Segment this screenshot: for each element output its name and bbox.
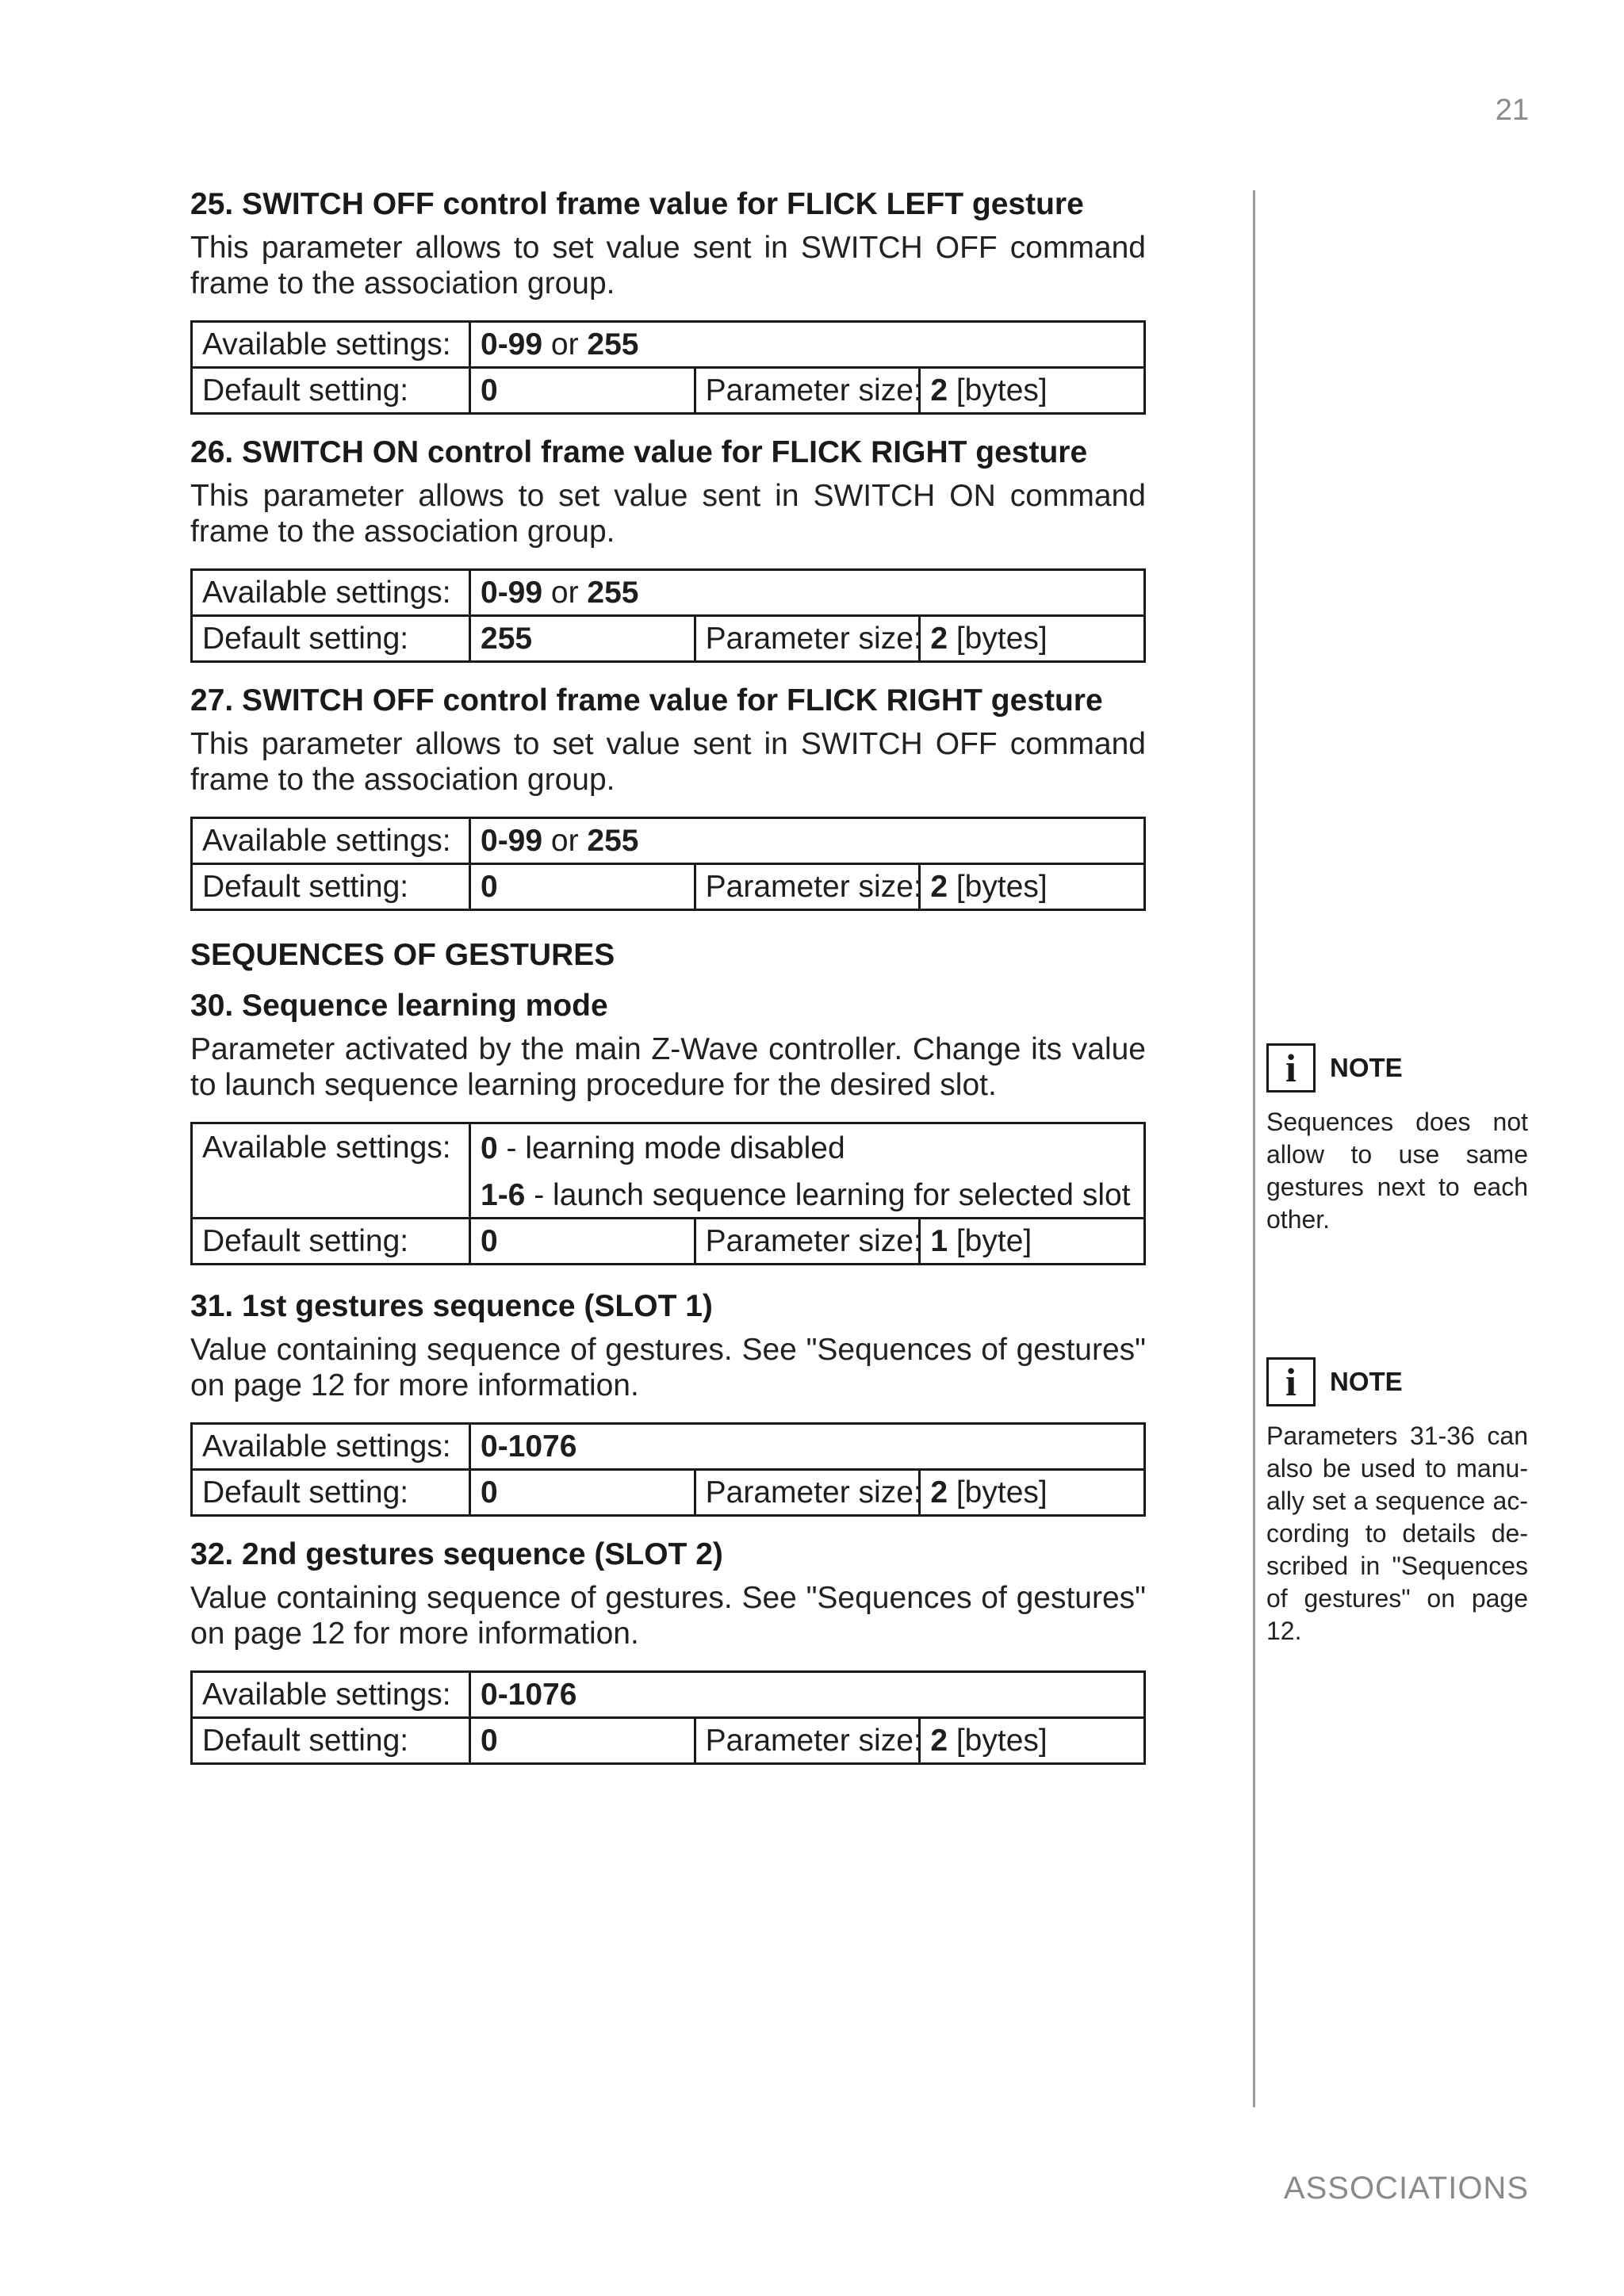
parameter-size-unit: [bytes]: [948, 869, 1048, 904]
parameter-title: 25. SWITCH OFF control frame value for FLICK LEFT gesture: [190, 187, 1084, 221]
parameter-size-value: [920, 1219, 1145, 1265]
note-box-parameters: [1266, 1355, 1528, 1647]
range-min-max: 0-99: [481, 823, 543, 858]
available-settings-label: Available settings:: [192, 1672, 470, 1718]
settings-table: [190, 320, 1146, 415]
default-setting-label: Default setting:: [192, 616, 470, 662]
parameter-size-unit: [bytes]: [948, 621, 1048, 656]
note-header: [1266, 1355, 1528, 1409]
settings-table: [190, 1422, 1146, 1517]
parameter-size-label: Parameter size:: [695, 1219, 920, 1265]
default-setting-label: Default setting:: [192, 368, 470, 414]
range-or: or: [542, 823, 588, 858]
range-alt: 255: [587, 327, 639, 362]
parameter-title: 30. Sequence learning mode: [190, 989, 608, 1023]
default-setting-label: Default setting:: [192, 1470, 470, 1516]
parameter-size-number: 1: [930, 1223, 948, 1258]
parameter-25: [190, 184, 1146, 415]
parameter-size-value: [920, 368, 1145, 414]
parameter-size-label: Parameter size:: [695, 864, 920, 910]
available-settings-value: [470, 818, 1145, 864]
available-settings-value: 0-1076: [470, 1672, 1145, 1718]
range-alt: 255: [587, 823, 639, 858]
parameter-size-value: [920, 616, 1145, 662]
settings-table: [190, 817, 1146, 911]
parameter-size-value: [920, 1470, 1145, 1516]
parameter-size-unit: [bytes]: [948, 373, 1048, 408]
section-heading: SEQUENCES OF GESTURES: [190, 938, 615, 972]
default-setting-label: Default setting:: [192, 864, 470, 910]
parameter-size-label: Parameter size:: [695, 1718, 920, 1764]
note-title: NOTE: [1330, 1367, 1403, 1396]
parameter-size-label: Parameter size:: [695, 616, 920, 662]
parameter-title: 32. 2nd gestures sequence (SLOT 2): [190, 1537, 723, 1571]
available-settings-label: Available settings:: [192, 322, 470, 368]
parameter-description: Value containing sequence of gestures. See "Sequences of gestures" on page 12 for more information.: [190, 1581, 1146, 1651]
option-value: 1-6: [481, 1177, 526, 1212]
parameter-description: This parameter allows to set value sent in SWITCH OFF command frame to the association group.: [190, 231, 1146, 300]
available-settings-label: Available settings:: [192, 1424, 470, 1470]
note-box-sequences: [1266, 1041, 1528, 1236]
main-content: [190, 184, 1146, 1765]
parameter-description: This parameter allows to set value sent in SWITCH OFF command frame to the association group.: [190, 727, 1146, 797]
parameter-size-unit: [bytes]: [948, 1723, 1048, 1758]
range-min-max: 0-99: [481, 575, 543, 610]
parameter-description: This parameter allows to set value sent in SWITCH ON command frame to the association group.: [190, 479, 1146, 549]
range-or: or: [542, 327, 588, 362]
range-min-max: 0-99: [481, 327, 543, 362]
available-settings-label: Available settings:: [192, 570, 470, 616]
default-setting-value: 0: [470, 368, 695, 414]
parameter-27: [190, 680, 1146, 911]
parameter-31: [190, 1286, 1146, 1517]
parameter-size-number: 2: [930, 373, 948, 408]
available-settings-value: [470, 570, 1145, 616]
parameter-size-label: Parameter size:: [695, 1470, 920, 1516]
range-or: or: [542, 575, 588, 610]
available-settings-label: Available settings:: [192, 818, 470, 864]
parameter-30: [190, 985, 1146, 1265]
sidebar-divider: [1253, 190, 1255, 2107]
parameter-size-label: Parameter size:: [695, 368, 920, 414]
range-alt: 255: [587, 575, 639, 610]
info-icon: i: [1266, 1357, 1316, 1406]
settings-table: [190, 1122, 1146, 1265]
info-icon: i: [1266, 1043, 1316, 1093]
default-setting-label: Default setting:: [192, 1219, 470, 1265]
parameter-26: [190, 432, 1146, 663]
parameter-size-number: 2: [930, 1723, 948, 1758]
available-settings-value: 0-1076: [470, 1424, 1145, 1470]
parameter-32: [190, 1534, 1146, 1765]
available-option-0: [470, 1123, 1145, 1174]
parameter-description: Value containing sequence of gestures. See "Sequences of gestures" on page 12 for more information.: [190, 1333, 1146, 1402]
parameter-size-unit: [bytes]: [948, 1475, 1048, 1510]
parameter-size-number: 2: [930, 1475, 948, 1510]
settings-table: [190, 568, 1146, 663]
parameter-title: 26. SWITCH ON control frame value for FLICK RIGHT gesture: [190, 435, 1088, 469]
footer-section-title: ASSOCIATIONS: [1283, 2171, 1529, 2206]
note-text: Parameters 31-36 can also be used to manually set a sequence according to details described in "Sequences of gestures" on page 12.: [1266, 1422, 1528, 1645]
settings-table: [190, 1670, 1146, 1765]
note-header: [1266, 1041, 1528, 1095]
parameter-title: 27. SWITCH OFF control frame value for FLICK RIGHT gesture: [190, 683, 1103, 718]
note-text: Sequences does not allow to use same gestures next to each other.: [1266, 1108, 1528, 1234]
default-setting-value: 0: [470, 1470, 695, 1516]
note-title: NOTE: [1330, 1053, 1403, 1082]
default-setting-value: 255: [470, 616, 695, 662]
available-settings-value: [470, 322, 1145, 368]
option-text: - learning mode disabled: [497, 1131, 845, 1165]
default-setting-value: 0: [470, 864, 695, 910]
parameter-title: 31. 1st gestures sequence (SLOT 1): [190, 1289, 713, 1323]
option-text: - launch sequence learning for selected slot: [525, 1177, 1131, 1212]
option-value: 0: [481, 1131, 498, 1165]
default-setting-value: 0: [470, 1219, 695, 1265]
page-number: 21: [1495, 94, 1529, 127]
parameter-size-number: 2: [930, 869, 948, 904]
parameter-size-unit: [byte]: [948, 1223, 1032, 1258]
parameter-size-value: [920, 1718, 1145, 1764]
default-setting-label: Default setting:: [192, 1718, 470, 1764]
available-settings-label: Available settings:: [192, 1123, 470, 1219]
parameter-description: Parameter activated by the main Z-Wave controller. Change its value to launch sequence learning procedure for the desired slot.: [190, 1032, 1146, 1102]
default-setting-value: 0: [470, 1718, 695, 1764]
available-option-1-6: [470, 1173, 1145, 1219]
parameter-size-value: [920, 864, 1145, 910]
parameter-size-number: 2: [930, 621, 948, 656]
